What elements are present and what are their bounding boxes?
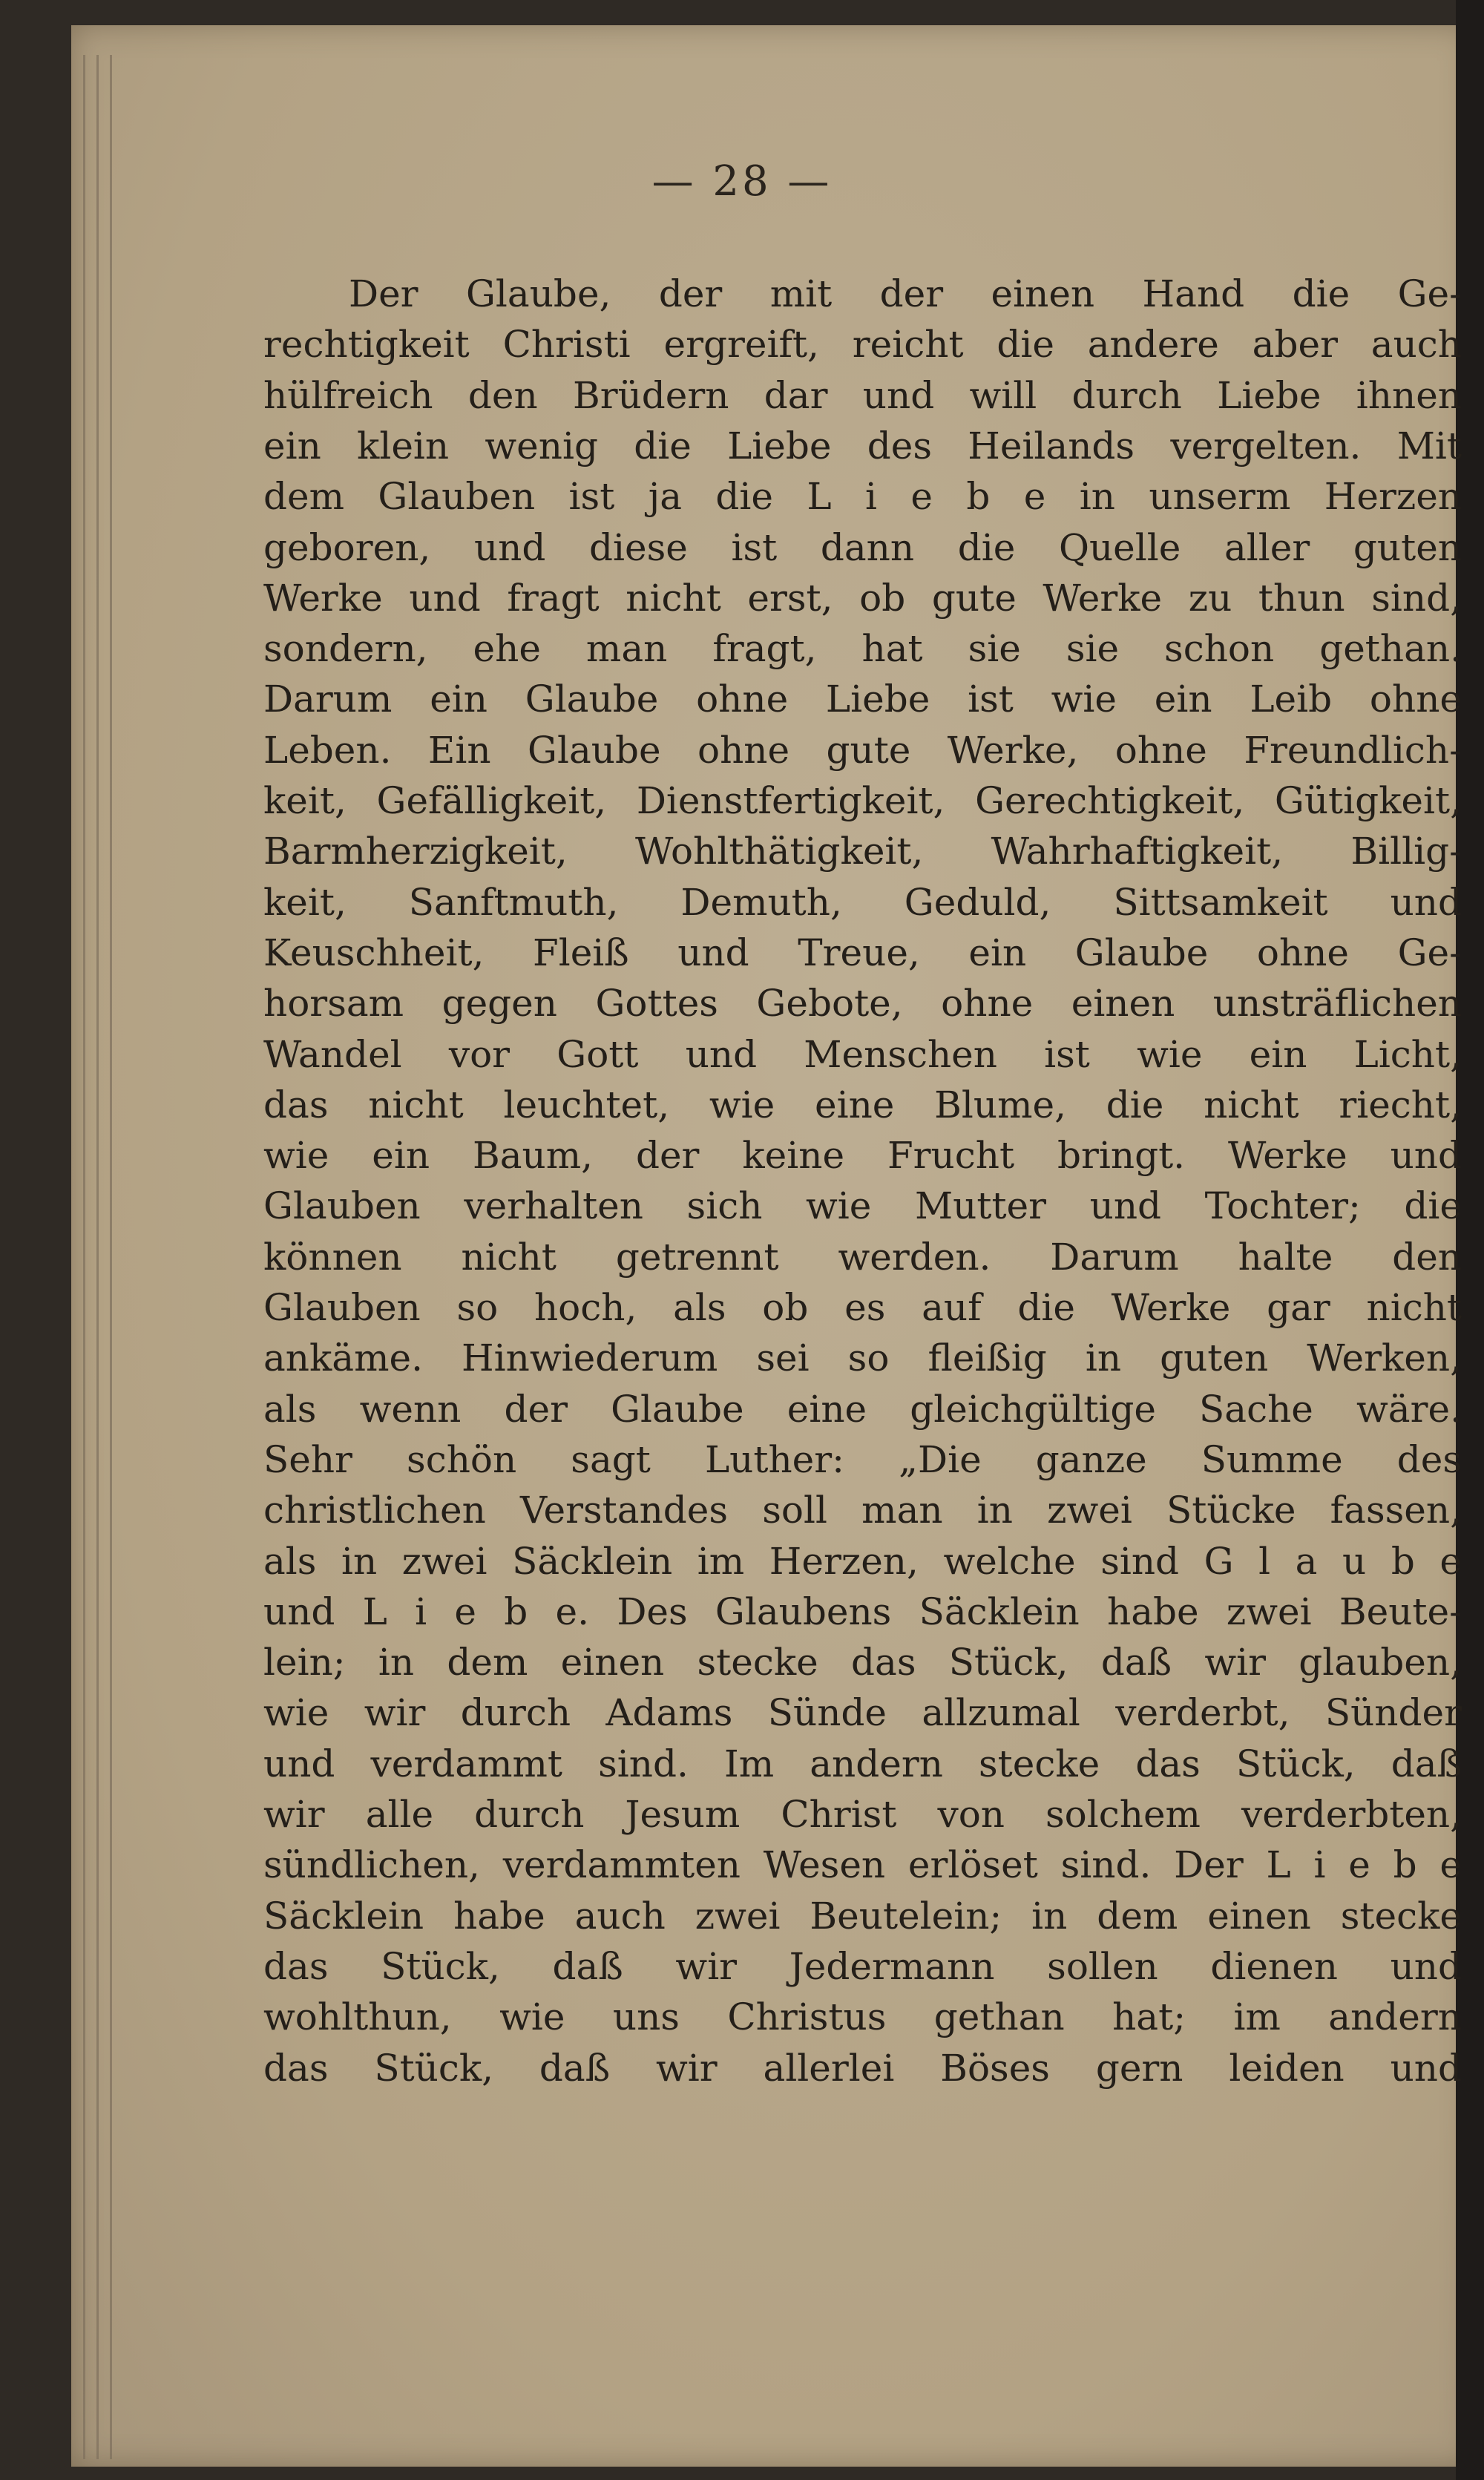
page-edge bbox=[96, 55, 99, 2459]
text-line: dem Glauben ist ja die L i e b e in unserm Herzen bbox=[263, 475, 1462, 519]
page-edge bbox=[110, 55, 112, 2459]
text-line: Der Glaube, der mit der einen Hand die Ge- bbox=[349, 272, 1462, 315]
text-line: rechtigkeit Christi ergreift, reicht die andere aber auch bbox=[263, 323, 1462, 367]
text-line: Glauben so hoch, als ob es auf die Werke gar nicht bbox=[263, 1286, 1462, 1329]
page-edge bbox=[83, 55, 85, 2459]
text-line: ankäme. Hinwiederum sei so fleißig in guten Werken, bbox=[263, 1336, 1462, 1380]
text-line: sündlichen, verdammten Wesen erlöset sind. Der L i e b e bbox=[263, 1843, 1462, 1887]
text-line: lein; in dem einen stecke das Stück, daß wir glauben, bbox=[263, 1641, 1462, 1685]
text-line: Glauben verhalten sich wie Mutter und Tochter; die bbox=[263, 1184, 1462, 1228]
text-line: und verdammt sind. Im andern stecke das Stück, daß bbox=[263, 1742, 1462, 1785]
text-line: Darum ein Glaube ohne Liebe ist wie ein Leib ohne bbox=[263, 678, 1462, 721]
text-line: wir alle durch Jesum Christ von solchem verderbten, bbox=[263, 1793, 1462, 1836]
text-line: geboren, und diese ist dann die Quelle aller guten bbox=[263, 525, 1462, 569]
text-line: wohlthun, wie uns Christus gethan hat; im andern bbox=[263, 1995, 1462, 2039]
text-line: Barmherzigkeit, Wohlthätigkeit, Wahrhaftigkeit, Billig- bbox=[263, 830, 1462, 873]
text-line: keit, Sanftmuth, Demuth, Geduld, Sittsamkeit und bbox=[263, 880, 1462, 924]
text-line: horsam gegen Gottes Gebote, ohne einen unsträflichen bbox=[263, 982, 1462, 1026]
text-line: Sehr schön sagt Luther: „Die ganze Summe des bbox=[263, 1437, 1462, 1481]
text-line: können nicht getrennt werden. Darum halte den bbox=[263, 1235, 1462, 1279]
text-line: Keuschheit, Fleiß und Treue, ein Glaube ohne Ge- bbox=[263, 931, 1462, 974]
text-line: als in zwei Säcklein im Herzen, welche sind G l a u b e bbox=[263, 1539, 1462, 1583]
text-line: ein klein wenig die Liebe des Heilands vergelten. Mit bbox=[263, 424, 1462, 468]
text-line: Säcklein habe auch zwei Beutelein; in dem einen stecke bbox=[263, 1894, 1462, 1938]
text-line: wie wir durch Adams Sünde allzumal verderbt, Sünder bbox=[263, 1691, 1462, 1735]
text-line: Leben. Ein Glaube ohne gute Werke, ohne Freundlich- bbox=[263, 728, 1462, 772]
page-number: — 28 — bbox=[651, 157, 833, 206]
text-line: Werke und fragt nicht erst, ob gute Werke zu thun sind, bbox=[263, 576, 1462, 620]
text-line: sondern, ehe man fragt, hat sie sie schon gethan. bbox=[263, 627, 1462, 671]
text-line: und L i e b e. Des Glaubens Säcklein habe zwei Beute- bbox=[263, 1590, 1462, 1633]
text-line: hülfreich den Brüdern dar und will durch Liebe ihnen bbox=[263, 373, 1462, 417]
text-line: als wenn der Glaube eine gleichgültige Sache wäre. bbox=[263, 1387, 1462, 1431]
text-line: keit, Gefälligkeit, Dienstfertigkeit, Gerechtigkeit, Gütigkeit, bbox=[263, 779, 1462, 822]
text-line: das Stück, daß wir allerlei Böses gern leiden und bbox=[263, 2046, 1462, 2090]
text-line: christlichen Verstandes soll man in zwei Stücke fassen, bbox=[263, 1489, 1462, 1532]
text-line: wie ein Baum, der keine Frucht bringt. Werke und bbox=[263, 1134, 1462, 1178]
text-line: Wandel vor Gott und Menschen ist wie ein Licht, bbox=[263, 1032, 1462, 1076]
text-line: das nicht leuchtet, wie eine Blume, die nicht riecht, bbox=[263, 1083, 1462, 1126]
text-line: das Stück, daß wir Jedermann sollen dienen und bbox=[263, 1944, 1462, 1988]
